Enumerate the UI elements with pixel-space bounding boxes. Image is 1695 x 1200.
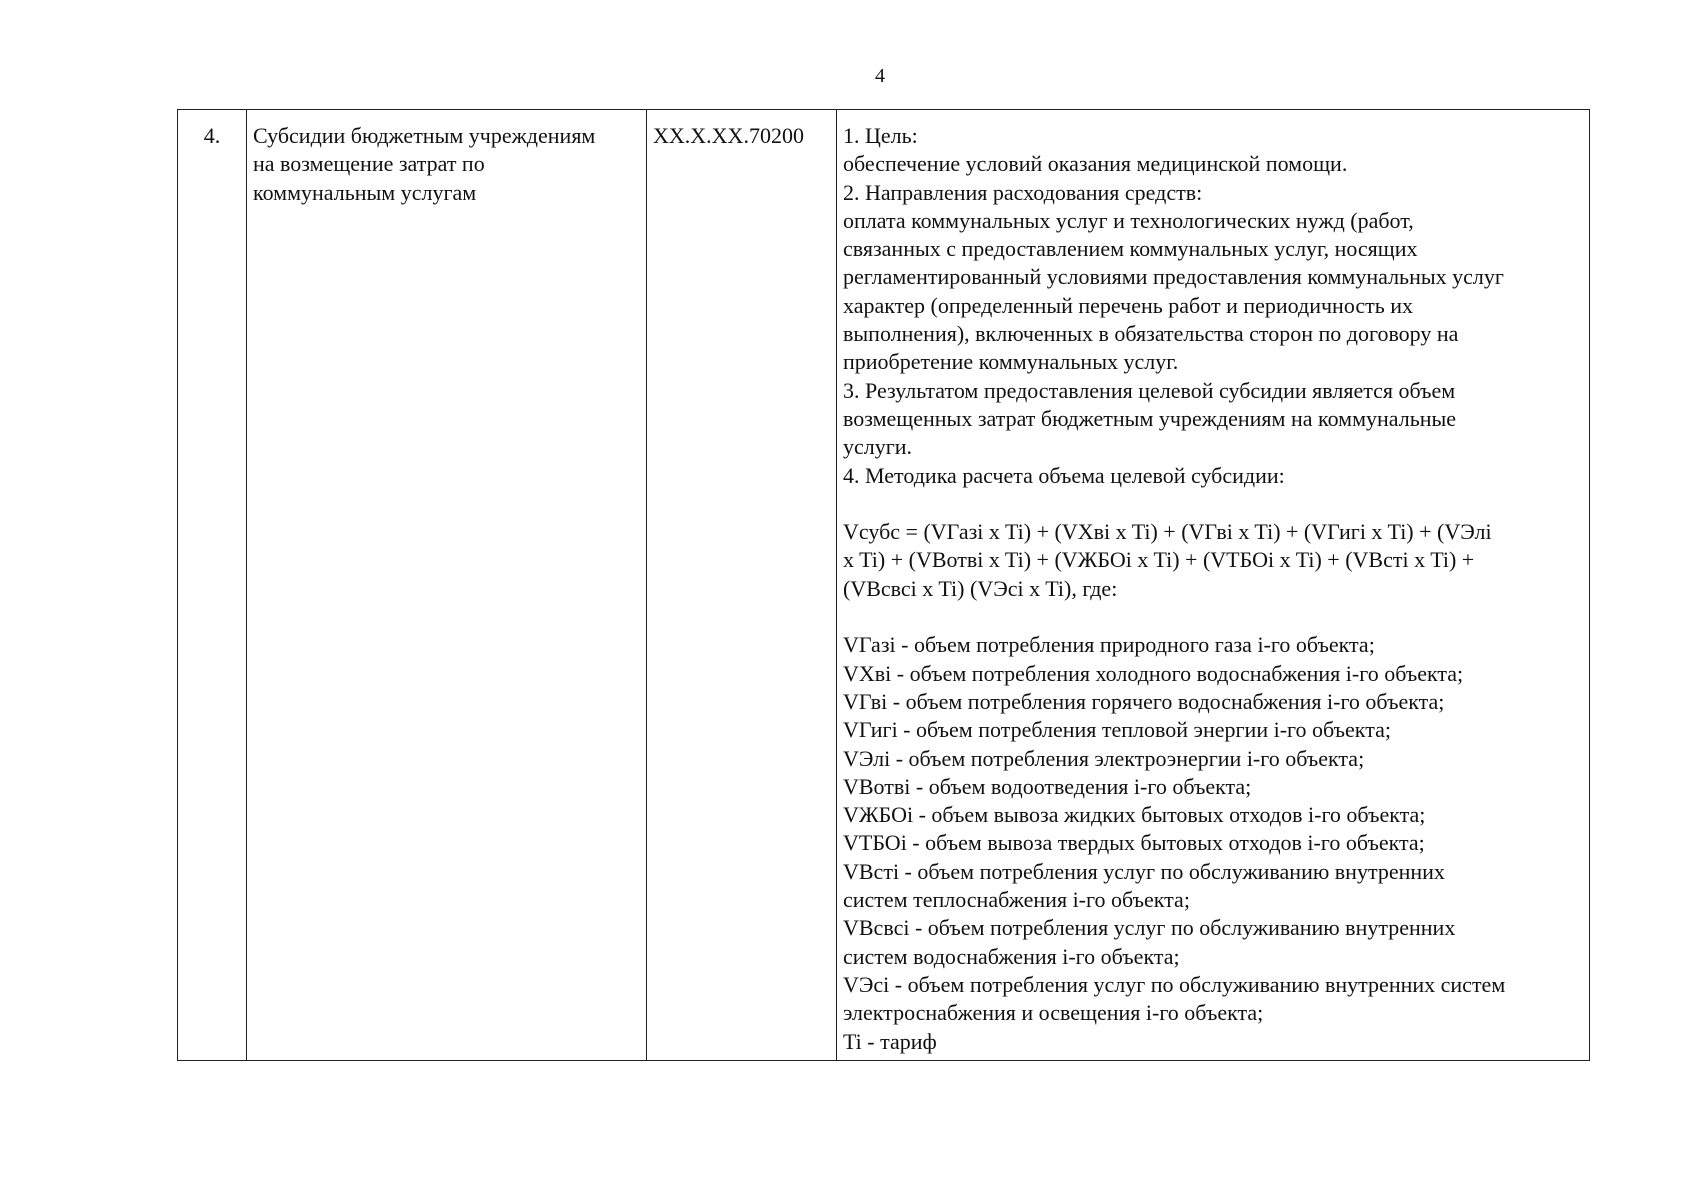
description-line: обеспечение условий оказания медицинской помощи. [843, 151, 1348, 177]
subsidy-name-line: Субсидии бюджетным учреждениям [253, 123, 596, 148]
description-cell [837, 110, 1590, 1061]
description-line: 4. Методика расчета объема целевой субсидии: [843, 462, 1285, 488]
definition-line: Ti - тариф [843, 1028, 937, 1054]
definition-line: VГазi - объем потребления природного газа i-го объекта; [843, 632, 1375, 658]
definition-line: VЖБОi - объем вывоза жидких бытовых отходов i-го объекта; [843, 802, 1426, 828]
subsidy-name-line: на возмещение затрат по [253, 151, 485, 177]
description-line: 3. Результатом предоставления целевой субсидии является объем [843, 377, 1456, 403]
definition-line: VГвi - объем потребления горячего водоснабжения i-го объекта; [843, 688, 1445, 714]
definition-line: VВсвсi - объем потребления услуг по обслуживанию внутренних [843, 915, 1456, 941]
spacer [843, 603, 1585, 631]
page-number: 4 [875, 65, 885, 87]
description-line: оплата коммунальных услуг и технологических нужд (работ, [843, 207, 1414, 233]
row-number-cell [178, 110, 247, 1061]
description-line: приобретение коммунальных услуг. [843, 349, 1179, 375]
table-row [178, 110, 1590, 1061]
subsidy-name-line: коммунальным услугам [253, 179, 477, 205]
description-line: услуги. [843, 434, 913, 460]
budget-code: XX.X.XX.70200 [653, 123, 804, 148]
definition-line: VЭсi - объем потребления услуг по обслуживанию внутренних систем [843, 971, 1506, 997]
row-number: 4. [203, 123, 221, 148]
definition-line: VВотвi - объем водоотведения i-го объекта; [843, 773, 1252, 799]
formula-line: Vсубс = (VГазi x Ti) + (VXвi x Ti) + (VГвi x Ti) + (VГигi x Ti) + (VЭлi [843, 519, 1492, 545]
description-line: возмещенных затрат бюджетным учреждениям на коммунальные [843, 405, 1457, 431]
definition-line: VЭлi - объем потребления электроэнергии i-го объекта; [843, 745, 1365, 771]
definition-line: VГигi - объем потребления тепловой энергии i-го объекта; [843, 717, 1391, 743]
definition-line: электроснабжения и освещения i-го объекта; [843, 1000, 1264, 1026]
description-line: 1. Цель: [843, 123, 918, 148]
description-line: выполнения), включенных в обязательства сторон по договору на [843, 321, 1459, 347]
description-line: связанных с предоставлением коммунальных услуг, носящих [843, 236, 1418, 262]
definition-line: VТБОi - объем вывоза твердых бытовых отходов i-го объекта; [843, 830, 1425, 856]
definition-line: систем теплоснабжения i-го объекта; [843, 887, 1190, 913]
budget-code-cell [647, 110, 837, 1061]
subsidy-name-cell [247, 110, 647, 1061]
subsidy-table [177, 109, 1590, 1061]
definition-line: VВстi - объем потребления услуг по обслуживанию внутренних [843, 858, 1445, 884]
description-line: характер (определенный перечень работ и периодичность их [843, 292, 1414, 318]
definition-line: систем водоснабжения i-го объекта; [843, 943, 1180, 969]
formula-line: (VВсвсi x Ti) (VЭсi x Ti), где: [843, 575, 1118, 601]
formula-line: x Ti) + (VВотвi x Ti) + (VЖБОi x Ti) + (VТБОi x Ti) + (VВстi x Ti) + [843, 547, 1475, 573]
description-line: регламентированный условиями предоставления коммунальных услуг [843, 264, 1504, 290]
spacer [843, 490, 1585, 518]
definition-line: VXвi - объем потребления холодного водоснабжения i-го объекта; [843, 660, 1464, 686]
description-line: 2. Направления расходования средств: [843, 179, 1203, 205]
